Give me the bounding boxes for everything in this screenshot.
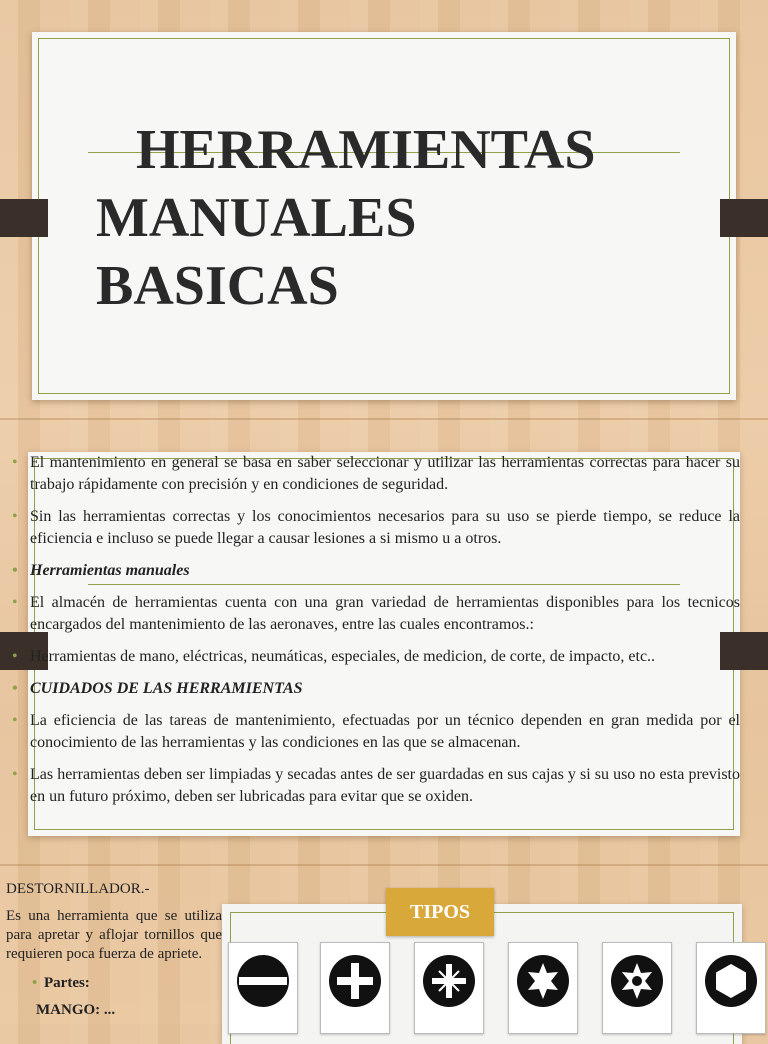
pozidriv-icon [421, 953, 477, 1009]
wood-seam [0, 418, 768, 420]
section-heading: DESTORNILLADOR.- [6, 881, 150, 897]
section-description: Es una herramienta que se utiliza para apretar y aflojar tornillos que requieren poca fuerza de apriete. [6, 908, 222, 962]
pozidriv-tile [414, 942, 484, 1034]
title-line-2: MANUALES [96, 187, 417, 249]
hex-icon [703, 953, 759, 1009]
torx-security-icon [609, 953, 665, 1009]
phillips-icon [327, 953, 383, 1009]
torx-icon [515, 953, 571, 1009]
page-title [96, 116, 656, 320]
slotted-tile [228, 942, 298, 1034]
bullet-item: • Sin las herramientas correctas y los conocimientos necesarios para su uso se pierde tiempo, se reduce la eficiencia e incluso se puede llegar a causar lesiones a si mismo u a otros. [0, 506, 768, 550]
bullet-list [0, 452, 768, 818]
bullet-item: • La eficiencia de las tareas de mantenimiento, efectuadas por un técnico dependen en gran medida por el conocimiento de las herramientas y las condiciones en las que se almacenan. [0, 710, 768, 754]
torx-security-tile [602, 942, 672, 1034]
bullet-item: • El almacén de herramientas cuenta con una gran variedad de herramientas disponibles para los tecnicos encargados del mantenimiento de las aeronaves, entre las cuales encontramos.: [0, 592, 768, 636]
right-tab-decoration [720, 199, 768, 237]
title-line-3: BASICAS [96, 255, 339, 317]
parts-next-line: MANGO: ... [36, 1002, 116, 1018]
left-tab-decoration [0, 199, 48, 237]
wood-seam [0, 864, 768, 866]
bullet-item: • El mantenimiento en general se basa en saber seleccionar y utilizar las herramientas correctas para hacer su trabajo rápidamente con precisión y en condiciones de seguridad. [0, 452, 768, 496]
hex-tile [696, 942, 766, 1034]
bullet-heading: • Herramientas manuales [0, 560, 768, 582]
bullet-heading: • CUIDADOS DE LAS HERRAMIENTAS [0, 678, 768, 700]
torx-tile [508, 942, 578, 1034]
slotted-icon [235, 953, 291, 1009]
parts-label: • Partes: [6, 974, 222, 993]
bullet-item: • Las herramientas deben ser limpiadas y secadas antes de ser guardadas en sus cajas y si su uso no esta previsto en un futuro próximo, deben ser lubricadas para evitar que se oxiden. [0, 764, 768, 808]
phillips-tile [320, 942, 390, 1034]
bullet-item: • Herramientas de mano, eléctricas, neumáticas, especiales, de medicion, de corte, de impacto, etc.. [0, 646, 768, 668]
tipos-label: TIPOS [386, 888, 494, 936]
title-line-1: HERRAMIENTAS [136, 119, 596, 181]
screwdriver-section [6, 880, 222, 1020]
